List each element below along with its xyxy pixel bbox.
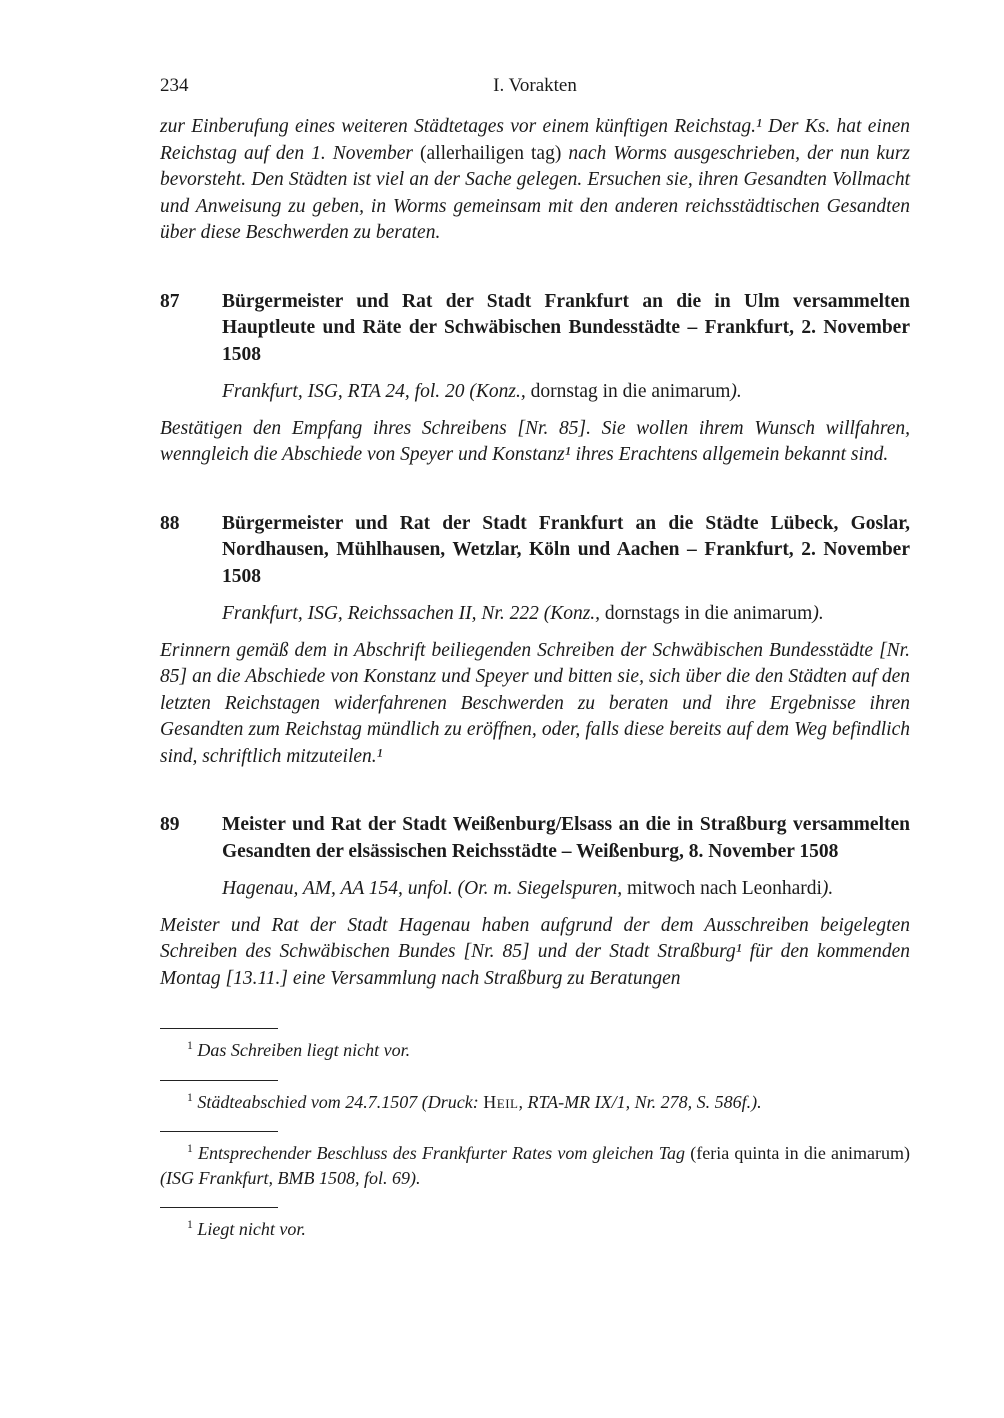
entry-88 <box>160 511 910 771</box>
footnote-group <box>160 1028 910 1063</box>
entry-number: 87 <box>160 290 180 312</box>
text-segment: Liegt nicht vor. <box>197 1219 306 1239</box>
text-segment: (ISG Frankfurt, BMB 1508, fol. 69). <box>160 1167 421 1188</box>
text-segment: (allerhailigen tag) <box>420 142 562 164</box>
text-segment: , RTA-MR IX/1, Nr. 278, S. 586f.). <box>518 1091 762 1112</box>
footnote-marker: 1 <box>187 1142 193 1155</box>
text-segment: mitwoch nach Leonhardi <box>626 878 822 899</box>
text-segment: Erinnern gemäß dem in Abschrift beiliegenden Schreiben der Schwäbischen Bundesstädte [Nr. 85] an die Abschiede von Konstanz und Speyer und bitten sie, sich über die den Städten auf den letzten Reichstagen widerfahrenen Beschwerden zu beraten und ihre Ergebnisse ihren Gesandten zum Reichstag mündlich zu eröffnen, oder, falls diese bereits auf dem Weg befindlich sind, schriftlich mitzuteilen.¹ <box>160 639 910 767</box>
text-segment: dornstags in die animarum <box>604 603 813 624</box>
entry-89 <box>160 812 910 992</box>
entry-title: Bürgermeister und Rat der Stadt Frankfurt an die in Ulm versammelten Hauptleute und Räte der Schwäbischen Bundesstädte – Frankfurt, 2. November 1508 <box>222 290 910 365</box>
text-segment: Meister und Rat der Stadt Hagenau haben aufgrund der dem Ausschreiben beigelegten Schreiben des Schwäbischen Bundes [Nr. 85] und der Stadt Straßburg¹ für den kommenden Montag [13.11.] eine Versammlung nach Straßburg zu Beratungen <box>160 914 910 989</box>
entry-summary <box>160 913 910 993</box>
text-segment: Das Schreiben liegt nicht vor. <box>197 1040 411 1060</box>
entry-heading <box>160 812 910 865</box>
footnote-group <box>160 1131 910 1190</box>
page-number: 234 <box>160 75 189 96</box>
footnote-separator <box>160 1080 278 1081</box>
entry-summary <box>160 638 910 771</box>
entry-heading <box>160 289 910 369</box>
entry-summary <box>160 416 910 469</box>
text-segment: Frankfurt, ISG, RTA 24, fol. 20 (Konz., <box>222 381 531 402</box>
text-segment: ). <box>812 603 824 624</box>
source-line <box>160 379 910 406</box>
entry-title: Bürgermeister und Rat der Stadt Frankfurt an die Städte Lübeck, Goslar, Nordhausen, Mühlhausen, Wetzlar, Köln und Aachen – Frankfurt, 2. November 1508 <box>222 512 910 587</box>
footnote <box>160 1038 910 1063</box>
footnotes-section <box>160 1028 910 1242</box>
footnote-group <box>160 1080 910 1115</box>
entry-number: 88 <box>160 512 180 534</box>
footnote <box>160 1217 910 1242</box>
footnote-marker: 1 <box>187 1039 193 1052</box>
text-segment: Frankfurt, ISG, Reichssachen II, Nr. 222 (Konz., <box>222 603 605 624</box>
text-segment: Entsprechender Beschluss des Frankfurter Rates vom gleichen Tag <box>198 1143 691 1163</box>
footnote-marker: 1 <box>187 1090 193 1104</box>
entry-number: 89 <box>160 814 180 835</box>
text-segment: (feria quinta in die animarum) <box>690 1143 910 1163</box>
text-segment: Bestätigen den Empfang ihres Schreibens [Nr. 85]. Sie wollen ihrem Wunsch willfahren, wenngleich die Abschiede von Speyer und Konstanz¹ ihres Erachtens allgemein bekannt sind. <box>160 417 910 465</box>
text-segment: dornstag in die animarum <box>530 381 731 402</box>
entry-title: Meister und Rat der Stadt Weißenburg/Elsass an die in Straßburg versammelten Gesandten der elsässischen Reichsstädte – Weißenburg, 8. November 1508 <box>222 814 910 862</box>
footnote <box>160 1090 910 1115</box>
entry-87 <box>160 289 910 469</box>
footnote-marker: 1 <box>187 1218 193 1231</box>
footnote-separator <box>160 1131 278 1132</box>
footnote-separator <box>160 1028 278 1029</box>
text-segment: Städteabschied vom 24.7.1507 (Druck: <box>197 1091 484 1112</box>
text-segment: ). <box>730 381 742 402</box>
source-line <box>160 601 910 628</box>
text-segment: ). <box>821 878 834 899</box>
entry-heading <box>160 511 910 591</box>
intro-paragraph <box>160 114 910 247</box>
footnote-group <box>160 1207 910 1242</box>
text-segment: Heil <box>483 1091 519 1112</box>
text-segment: zur Einberufung eines weiteren Städtetages vor einem künftigen Reichstag.¹ Der Ks. hat einen Reichstag auf den 1. November <box>160 116 910 164</box>
text-segment: nach Worms ausgeschrieben, der nun kurz bevorsteht. Den Städten ist viel an der Sache gelegen. Ersuchen sie, ihren Gesandten Vollmacht und Anweisung zu geben, in Worms gemeinsam mit den anderen reichsstädtischen Gesandten über diese Beschwerden zu beraten. <box>160 142 911 243</box>
footnote-separator <box>160 1207 278 1208</box>
running-head-title: I. Vorakten <box>493 75 577 96</box>
footnote <box>160 1141 910 1190</box>
text-segment: Hagenau, AM, AA 154, unfol. (Or. m. Siegelspuren, <box>222 878 627 899</box>
running-head <box>160 74 910 98</box>
source-line <box>160 876 910 903</box>
